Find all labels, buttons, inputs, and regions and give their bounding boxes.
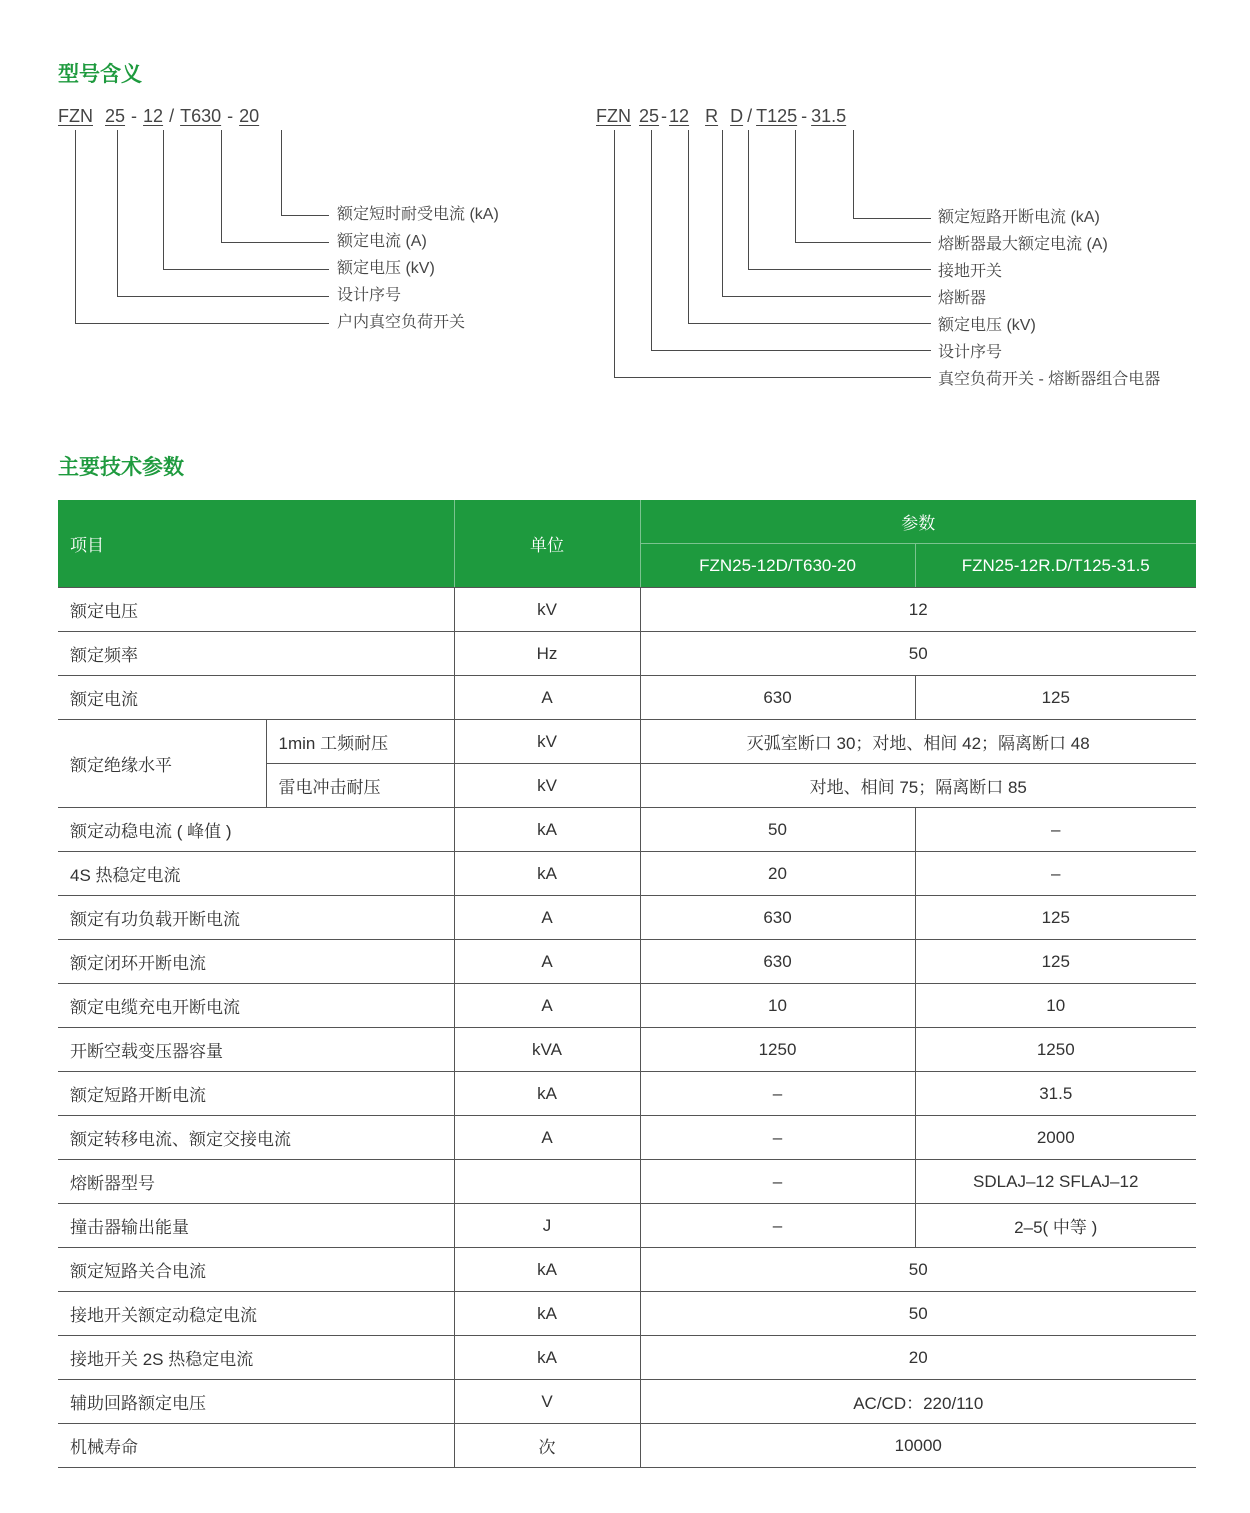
row-unit: kA xyxy=(454,1336,640,1380)
code-part: - xyxy=(801,106,808,126)
connector-line xyxy=(614,130,615,378)
code-label: 真空负荷开关 - 熔断器组合电器 xyxy=(938,371,1161,388)
table-row xyxy=(58,808,1196,852)
row-value: 50 xyxy=(640,1292,1196,1336)
table-row xyxy=(58,1424,1196,1468)
row-value-1: – xyxy=(640,1160,915,1204)
code-part: D xyxy=(730,106,744,126)
row-item: 额定转移电流、额定交接电流 xyxy=(58,1116,454,1160)
header-item: 项目 xyxy=(58,500,454,588)
row-unit: V xyxy=(454,1380,640,1424)
row-value-2: SDLAJ–12 SFLAJ–12 xyxy=(915,1160,1196,1204)
code-part: R xyxy=(705,106,719,126)
spec-table xyxy=(58,500,1196,1468)
code-label: 接地开关 xyxy=(938,263,1003,280)
row-unit: kA xyxy=(454,1292,640,1336)
table-row xyxy=(58,632,1196,676)
row-item: 撞击器输出能量 xyxy=(58,1204,454,1248)
connector-line xyxy=(722,130,723,297)
row-value: 10000 xyxy=(640,1424,1196,1468)
header-model-1: FZN25-12D/T630-20 xyxy=(640,544,915,588)
row-subitem: 雷电冲击耐压 xyxy=(266,764,454,808)
table-row xyxy=(58,1204,1196,1248)
row-value-1: 630 xyxy=(640,940,915,984)
table-row xyxy=(58,1380,1196,1424)
connector-line xyxy=(688,323,931,324)
table-row xyxy=(58,1336,1196,1380)
row-value-2: 31.5 xyxy=(915,1072,1196,1116)
table-row xyxy=(58,1072,1196,1116)
row-value-2: 2000 xyxy=(915,1116,1196,1160)
row-value: 灭弧室断口 30；对地、相间 42；隔离断口 48 xyxy=(640,720,1196,764)
row-item: 额定电缆充电开断电流 xyxy=(58,984,454,1028)
row-value: 20 xyxy=(640,1336,1196,1380)
row-item: 额定电压 xyxy=(58,588,454,632)
code-part: 31.5 xyxy=(811,106,847,126)
row-value-1: – xyxy=(640,1204,915,1248)
row-item: 开断空载变压器容量 xyxy=(58,1028,454,1072)
row-value: 50 xyxy=(640,1248,1196,1292)
row-value-1: – xyxy=(640,1116,915,1160)
table-row xyxy=(58,588,1196,632)
code-part: 20 xyxy=(239,106,260,126)
section-title-main-parameters: 主要技术参数 xyxy=(58,456,184,479)
row-unit: kA xyxy=(454,1072,640,1116)
code-label: 额定电压 (kV) xyxy=(938,317,1036,334)
table-row xyxy=(58,1160,1196,1204)
connector-line xyxy=(688,130,689,324)
code-part: 12 xyxy=(669,106,690,126)
row-unit: A xyxy=(454,676,640,720)
row-value-1: 1250 xyxy=(640,1028,915,1072)
section-title-model-meaning: 型号含义 xyxy=(58,63,142,86)
code-part: T125 xyxy=(756,106,798,126)
code-part: FZN xyxy=(58,106,93,126)
row-unit: Hz xyxy=(454,632,640,676)
code-part: - xyxy=(131,106,138,126)
row-item: 机械寿命 xyxy=(58,1424,454,1468)
row-value-2: 10 xyxy=(915,984,1196,1028)
connector-line xyxy=(853,218,931,219)
table-row xyxy=(58,1116,1196,1160)
header-model-2: FZN25-12R.D/T125-31.5 xyxy=(915,544,1196,588)
code-part: 25 xyxy=(639,106,660,126)
row-item: 额定频率 xyxy=(58,632,454,676)
table-row xyxy=(58,676,1196,720)
connector-line xyxy=(281,215,329,216)
row-unit: A xyxy=(454,1116,640,1160)
code-part: - xyxy=(661,106,668,126)
connector-line xyxy=(651,350,931,351)
code-part: 25 xyxy=(105,106,126,126)
code-label: 熔断器最大额定电流 (A) xyxy=(938,236,1108,253)
connector-line xyxy=(748,269,931,270)
row-value-2: 125 xyxy=(915,896,1196,940)
row-unit: kA xyxy=(454,1248,640,1292)
row-item: 额定短路关合电流 xyxy=(58,1248,454,1292)
table-header-row xyxy=(58,500,1196,544)
row-item: 接地开关 2S 热稳定电流 xyxy=(58,1336,454,1380)
table-row xyxy=(58,720,1196,764)
connector-line xyxy=(163,269,329,270)
table-row xyxy=(58,1248,1196,1292)
row-item: 额定短路开断电流 xyxy=(58,1072,454,1116)
connector-line xyxy=(75,323,329,324)
connector-line xyxy=(117,130,118,296)
connector-line xyxy=(75,130,76,323)
row-unit: A xyxy=(454,984,640,1028)
row-value-1: 630 xyxy=(640,896,915,940)
table-row xyxy=(58,896,1196,940)
code-label: 额定短时耐受电流 (kA) xyxy=(337,206,499,223)
connector-line xyxy=(163,130,164,269)
connector-line xyxy=(614,377,931,378)
header-unit: 单位 xyxy=(454,500,640,588)
row-item: 接地开关额定动稳定电流 xyxy=(58,1292,454,1336)
row-value: 12 xyxy=(640,588,1196,632)
row-item: 额定闭环开断电流 xyxy=(58,940,454,984)
left-model-code xyxy=(58,106,259,127)
row-value-2: – xyxy=(915,852,1196,896)
code-label: 额定电流 (A) xyxy=(337,233,427,250)
row-value-1: – xyxy=(640,1072,915,1116)
code-part: 12 xyxy=(143,106,164,126)
connector-line xyxy=(795,130,796,243)
table-row xyxy=(58,1028,1196,1072)
code-part: T630 xyxy=(180,106,222,126)
row-value-1: 20 xyxy=(640,852,915,896)
connector-line xyxy=(853,130,854,219)
code-label: 户内真空负荷开关 xyxy=(337,314,466,331)
connector-line xyxy=(281,130,282,216)
row-value-1: 10 xyxy=(640,984,915,1028)
row-value-2: 125 xyxy=(915,676,1196,720)
row-item: 额定动稳电流 ( 峰值 ) xyxy=(58,808,454,852)
row-unit: kA xyxy=(454,808,640,852)
row-value-2: 2–5( 中等 ) xyxy=(915,1204,1196,1248)
row-unit: 次 xyxy=(454,1424,640,1468)
code-part: FZN xyxy=(596,106,631,126)
row-unit xyxy=(454,1160,640,1204)
row-unit: kV xyxy=(454,720,640,764)
row-value-2: – xyxy=(915,808,1196,852)
code-label: 额定电压 (kV) xyxy=(337,260,435,277)
header-params: 参数 xyxy=(640,500,1196,544)
code-label: 设计序号 xyxy=(938,344,1003,361)
connector-line xyxy=(117,296,329,297)
code-part: / xyxy=(169,106,175,126)
table-row xyxy=(58,1292,1196,1336)
row-value-1: 630 xyxy=(640,676,915,720)
row-item: 额定绝缘水平 xyxy=(58,720,266,808)
connector-line xyxy=(221,242,329,243)
row-value: AC/CD：220/110 xyxy=(640,1380,1196,1424)
row-unit: kVA xyxy=(454,1028,640,1072)
connector-line xyxy=(221,130,222,242)
row-subitem: 1min 工频耐压 xyxy=(266,720,454,764)
code-label: 额定短路开断电流 (kA) xyxy=(938,209,1100,226)
code-part: - xyxy=(227,106,234,126)
code-part: / xyxy=(747,106,753,126)
connector-line xyxy=(795,242,931,243)
row-value: 对地、相间 75；隔离断口 85 xyxy=(640,764,1196,808)
row-value-2: 1250 xyxy=(915,1028,1196,1072)
connector-line xyxy=(651,130,652,351)
row-unit: J xyxy=(454,1204,640,1248)
code-label: 熔断器 xyxy=(938,290,987,307)
row-value-2: 125 xyxy=(915,940,1196,984)
row-unit: A xyxy=(454,940,640,984)
connector-line xyxy=(722,296,931,297)
row-unit: A xyxy=(454,896,640,940)
right-model-code xyxy=(596,106,846,127)
row-unit: kA xyxy=(454,852,640,896)
row-value: 50 xyxy=(640,632,1196,676)
row-unit: kV xyxy=(454,588,640,632)
row-item: 4S 热稳定电流 xyxy=(58,852,454,896)
row-value-1: 50 xyxy=(640,808,915,852)
row-item: 额定有功负载开断电流 xyxy=(58,896,454,940)
table-row xyxy=(58,852,1196,896)
table-row xyxy=(58,940,1196,984)
table-row xyxy=(58,984,1196,1028)
code-label: 设计序号 xyxy=(337,287,402,304)
row-unit: kV xyxy=(454,764,640,808)
row-item: 额定电流 xyxy=(58,676,454,720)
row-item: 辅助回路额定电压 xyxy=(58,1380,454,1424)
row-item: 熔断器型号 xyxy=(58,1160,454,1204)
connector-line xyxy=(748,130,749,270)
